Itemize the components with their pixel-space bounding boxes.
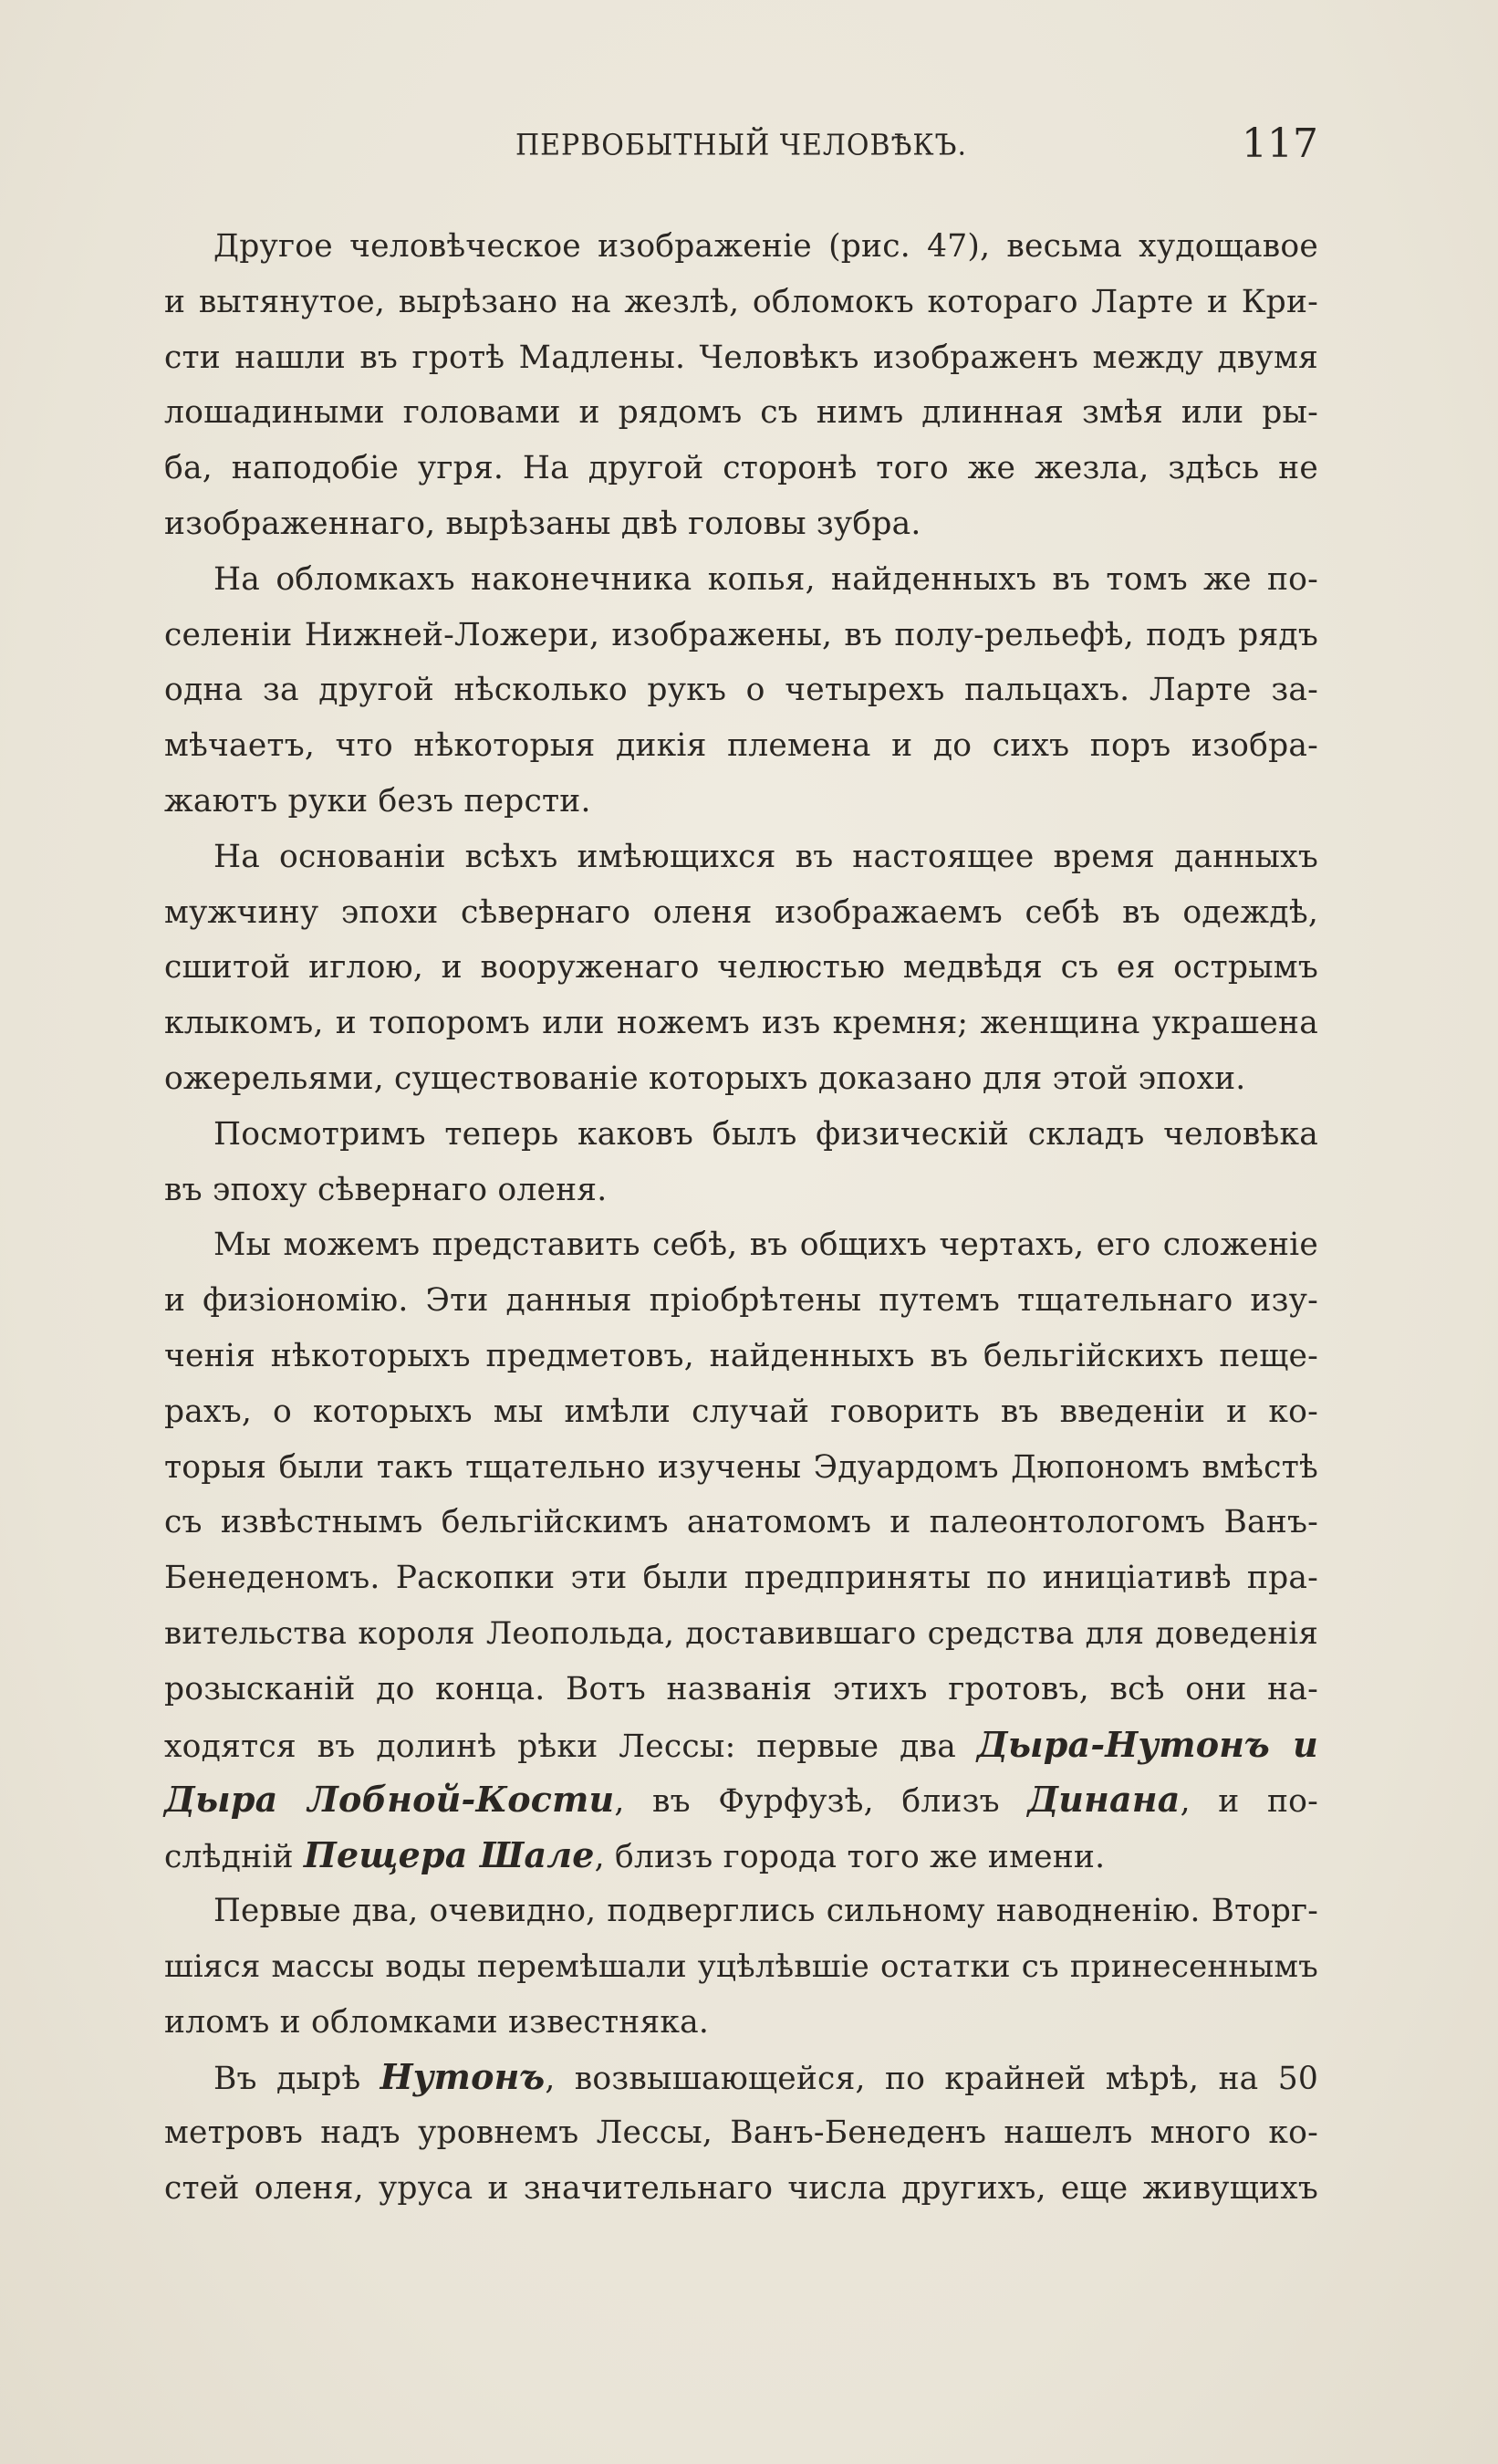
text-line: На обломкахъ наконечника копья, найденныхъ въ томъ же по-: [213, 560, 1318, 598]
text-line: [164, 2050, 1318, 2105]
text-line: Посмотримъ теперь каковъ былъ физическій складъ человѣка: [213, 1115, 1318, 1153]
text-line: Другое человѣческое изображеніе (рис. 47), весьма худощавое: [213, 228, 1318, 265]
text-line: и физіономію. Эти данныя пріобрѣтены путемъ тщательнаго изу-: [164, 1282, 1318, 1320]
italic-place-name: Динана: [1027, 1779, 1181, 1821]
text-span: , близъ города того же имени.: [594, 1839, 1106, 1876]
text-line: [164, 1828, 1318, 1884]
text-line: ожерельями, существованіе которыхъ доказано для этой эпохи.: [164, 1060, 1246, 1097]
text-line: Первые два, очевидно, подверглись сильному наводненію. Вторг-: [213, 1892, 1318, 1929]
text-span: , возвышающейся, по крайней мѣрѣ, на 50: [545, 2061, 1318, 2098]
text-span: , въ Фурфузѣ, близъ: [614, 1783, 1028, 1821]
text-span: Въ дырѣ: [213, 2061, 380, 2098]
text-line: [164, 1772, 1318, 1828]
text-line: рахъ, о которыхъ мы имѣли случай говорить въ введеніи и ко-: [164, 1393, 1318, 1430]
text-line: [164, 1717, 1318, 1773]
italic-place-name: Дыра Лобной-Кости: [164, 1779, 615, 1821]
text-line: селеніи Нижней-Ложери, изображены, въ полу-рельефѣ, подъ рядъ: [164, 616, 1318, 653]
text-line: клыкомъ, и топоромъ или ножемъ изъ кремня; женщина украшена: [164, 1005, 1318, 1042]
italic-place-name: Дыра-Нутонъ и: [976, 1723, 1318, 1765]
text-line: розысканій до конца. Вотъ названія этихъ гротовъ, всѣ они на-: [164, 1670, 1318, 1707]
text-line: метровъ надъ уровнемъ Лессы, Ванъ-Бенеденъ нашелъ много ко-: [164, 2114, 1318, 2152]
text-span: , и по-: [1180, 1783, 1318, 1821]
page-header: [164, 120, 1318, 172]
text-line: лошадиными головами и рядомъ съ нимъ длинная змѣя или ры-: [164, 394, 1318, 432]
italic-place-name: Пещера Шале: [303, 1834, 595, 1876]
text-span: слѣдній: [164, 1839, 304, 1876]
text-line: стей оленя, уруса и значительнаго числа другихъ, еще живущихъ: [164, 2169, 1318, 2207]
text-line: Бенеденомъ. Раскопки эти были предприняты по иниціативѣ пра-: [164, 1560, 1318, 1597]
text-line: торыя были такъ тщательно изучены Эдуардомъ Дюпономъ вмѣстѣ: [164, 1448, 1318, 1486]
body-text: [164, 219, 1318, 2217]
text-line: мужчину эпохи сѣвернаго оленя изображаемъ себѣ въ одеждѣ,: [164, 893, 1318, 931]
text-line: сти нашли въ гротѣ Мадлены. Человѣкъ изображенъ между двумя: [164, 339, 1318, 376]
text-line: мѣчаетъ, что нѣкоторыя дикія племена и до сихъ поръ изобра-: [164, 727, 1318, 765]
text-line: шіяся массы воды перемѣшали уцѣлѣвшіе остатки съ принесеннымъ: [164, 1947, 1318, 1985]
text-line: ченія нѣкоторыхъ предметовъ, найденныхъ въ бельгійскихъ пеще-: [164, 1337, 1318, 1374]
text-line: изображеннаго, вырѣзаны двѣ головы зубра.: [164, 505, 921, 542]
page-number: 117: [1242, 120, 1318, 167]
text-line: и вытянутое, вырѣзано на жезлѣ, обломокъ котораго Ларте и Кри-: [164, 283, 1318, 320]
text-line: съ извѣстнымъ бельгійскимъ анатомомъ и палеонтологомъ Ванъ-: [164, 1504, 1318, 1541]
text-line: На основаніи всѣхъ имѣющихся въ настоящее время данныхъ: [213, 838, 1318, 875]
text-line: вительства короля Леопольда, доставившаго средства для доведенія: [164, 1614, 1318, 1652]
text-span: ходятся въ долинѣ рѣки Лессы: первые два: [164, 1728, 977, 1765]
text-line: иломъ и обломками известняка.: [164, 2003, 710, 2041]
text-line: сшитой иглою, и вооруженаго челюстью медвѣдя съ ея острымъ: [164, 949, 1318, 987]
text-line: одна за другой нѣсколько рукъ о четырехъ пальцахъ. Ларте за-: [164, 672, 1318, 709]
text-line: Мы можемъ представить себѣ, въ общихъ чертахъ, его сложеніе: [213, 1227, 1318, 1264]
text-line: ба, наподобіе угря. На другой сторонѣ того же жезла, здѣсь не: [164, 450, 1318, 487]
text-line: въ эпоху сѣвернаго оленя.: [164, 1171, 608, 1208]
running-title: ПЕРВОБЫТНЫЙ ЧЕЛОВѢКЪ.: [515, 129, 968, 162]
text-line: жаютъ руки безъ персти.: [164, 782, 591, 820]
italic-place-name: Нутонъ: [380, 2056, 546, 2098]
